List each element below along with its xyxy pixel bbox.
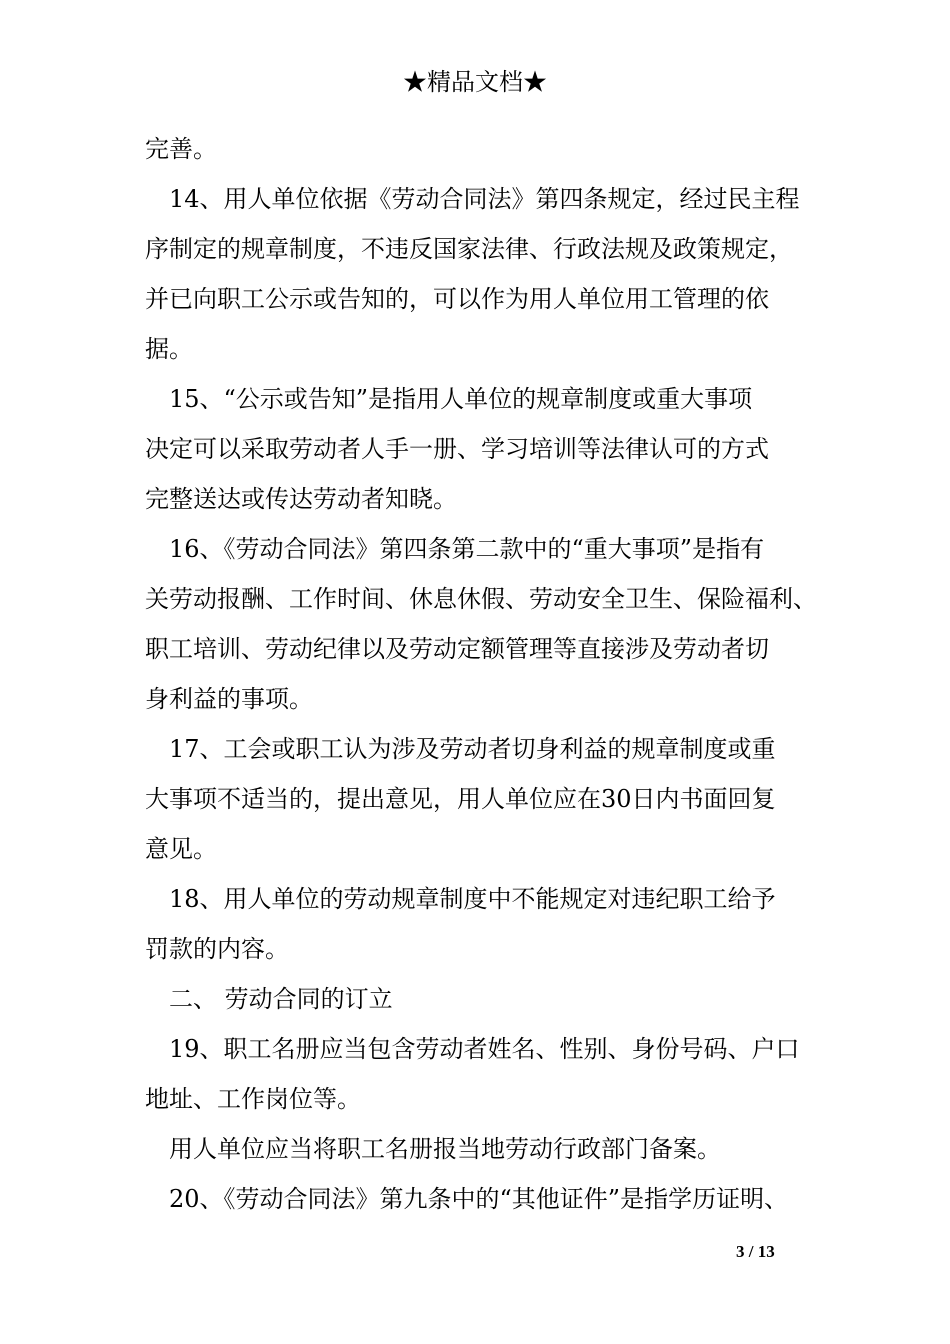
body-line: 职工培训、劳动纪律以及劳动定额管理等直接涉及劳动者切 xyxy=(145,635,769,663)
body-line: 17、工会或职工认为涉及劳动者切身利益的规章制度或重 xyxy=(169,735,776,763)
body-line: 身利益的事项。 xyxy=(145,685,313,713)
body-line: 用人单位应当将职工名册报当地劳动行政部门备案。 xyxy=(169,1135,721,1163)
document-header-title: ★精品文档★ xyxy=(403,68,547,96)
document-body xyxy=(145,124,835,1224)
body-line: 据。 xyxy=(145,335,193,363)
body-line: 20、《劳动合同法》第九条中的“其他证件”是指学历证明、 xyxy=(169,1185,789,1213)
body-line: 罚款的内容。 xyxy=(145,935,289,963)
body-line: 序制定的规章制度，不违反国家法律、行政法规及政策规定， xyxy=(145,235,793,263)
body-line: 地址、工作岗位等。 xyxy=(145,1085,361,1113)
body-line: 完善。 xyxy=(145,135,217,163)
body-line: 关劳动报酬、工作时间、休息休假、劳动安全卫生、保险福利、 xyxy=(145,585,817,613)
body-line: 14、用人单位依据《劳动合同法》第四条规定，经过民主程 xyxy=(169,185,800,213)
body-line: 意见。 xyxy=(145,835,217,863)
body-line: 二、 劳动合同的订立 xyxy=(169,985,393,1013)
page-number: 3 / 13 xyxy=(736,1242,775,1261)
body-line: 19、职工名册应当包含劳动者姓名、性别、身份号码、户口 xyxy=(169,1035,800,1063)
body-line: 并已向职工公示或告知的，可以作为用人单位用工管理的依 xyxy=(145,285,769,313)
body-line: 18、用人单位的劳动规章制度中不能规定对违纪职工给予 xyxy=(169,885,776,913)
body-line: 16、《劳动合同法》第四条第二款中的“重大事项”是指有 xyxy=(169,535,765,563)
body-line: 15、“公示或告知”是指用人单位的规章制度或重大事项 xyxy=(169,385,753,413)
body-line: 完整送达或传达劳动者知晓。 xyxy=(145,485,457,513)
body-line: 大事项不适当的，提出意见，用人单位应在30日内书面回复 xyxy=(145,785,776,813)
body-line: 决定可以采取劳动者人手一册、学习培训等法律认可的方式 xyxy=(145,435,769,463)
